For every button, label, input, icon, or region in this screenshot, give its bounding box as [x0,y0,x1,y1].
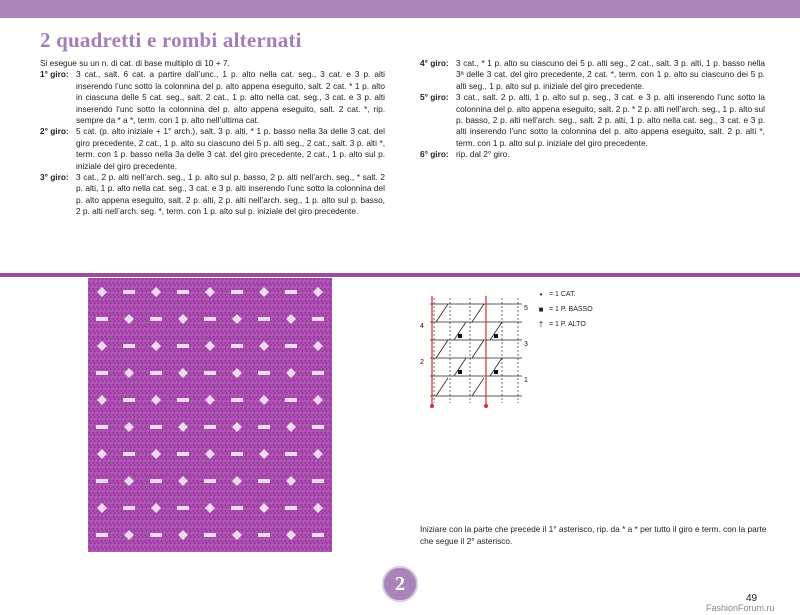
intro-text: Si esegue su un n. di cat. di base multiplo di 10 + 7. [40,58,230,68]
swatch-gap [204,317,216,321]
chart-row-number: 2 [420,359,424,366]
swatch-gap [150,479,162,483]
swatch-gap [204,533,216,537]
chapter-badge: 2 [382,566,418,602]
round-4 [420,58,765,92]
round-label: 2° giro: [40,126,69,137]
legend-label: = 1 P. BASSO [549,306,593,313]
swatch-gap [123,290,135,294]
single-crochet-symbol-icon: ■ [538,305,544,314]
swatch-gap [177,344,189,348]
round-3 [40,172,385,218]
swatch-gap [204,425,216,429]
swatch-gap [96,479,108,483]
yarn-divider [0,273,800,277]
round-label: 1° giro: [40,69,69,80]
chart-row-number: 1 [524,377,528,384]
swatch-pattern [88,278,332,552]
swatch-gap [285,290,297,294]
repeat-note: Iniziare con la parte che precede il 1° asterisco, rip. da * a * per tutto il giro e term. con la parte che segue il 2° asterisco. [420,524,767,546]
legend-label: = 1 CAT. [549,291,576,298]
chart-row-number: 3 [524,341,528,348]
swatch-gap [204,479,216,483]
swatch-gap [96,317,108,321]
swatch-gap [312,425,324,429]
round-label: 5° giro: [420,92,449,103]
chart-row-number: 4 [420,323,424,330]
crochet-chart [420,288,530,414]
crochet-swatch-photo [88,278,332,552]
round-text: 3 cat., salt. 6 cat. a partire dall’unc., 1 p. alto nella cat. seg., 3 cat. e 3 p. alti inserendo l’unc sotto la colonnina del p. alto appena eseguito, salt. 2 cat. * 1 p. alto in ciascuna delle 5 cat. seg., salt. 2 cat., 1 p. alto nella cat. seg., 3 cat. e 3 p. alti inserendo l’unc sotto la colonnina del p. alto appena eseguito, salt. 2 cat. *, rip. sempre da * a *, term. con 1 p. alto nell’ultima cat. [76,69,385,126]
page-title: 2 quadretti e rombi alternati [40,28,302,52]
swatch-gap [150,533,162,537]
swatch-gap [258,479,270,483]
swatch-gap [285,452,297,456]
swatch-gap [285,506,297,510]
swatch-gap [312,317,324,321]
watermark: FashionForum.ru [706,603,775,613]
swatch-gap [123,398,135,402]
legend-item [536,290,593,300]
swatch-gap [258,317,270,321]
round-label: 6° giro: [420,149,449,160]
swatch-gap [123,344,135,348]
legend-item [536,320,593,330]
round-label: 3° giro: [40,172,69,183]
chart-row-number: 5 [524,305,528,312]
round-text: 5 cat. (p. alto iniziale + 1° arch.), salt. 3 p. alti, * 1 p. basso nella 3a delle 3 cat. del giro precedente, 2 cat., 1 p. alto su ciascuno dei 5 p. alti seg., 2 cat., salt. 3 p. alti *, term. con 1 p. basso nella 3a delle 3 cat. del giro precedente, 2 cat., 1 p. alto sul p. iniziale del giro precedente. [76,126,385,171]
swatch-gap [258,533,270,537]
swatch-gap [177,398,189,402]
swatch-gap [150,317,162,321]
instructions-right-column [420,58,765,161]
swatch-gap [150,425,162,429]
round-1 [40,69,385,126]
swatch-gap [312,533,324,537]
round-label: 4° giro: [420,58,449,68]
page-number: 49 [746,593,758,604]
swatch-gap [231,290,243,294]
swatch-gap [285,344,297,348]
swatch-gap [123,452,135,456]
round-6 [420,149,765,160]
round-text: 3 cat., * 1 p. alto su ciascuno dei 5 p. alti seg., 2 cat., salt. 3 p. alti, 1 p. basso nella 3ª delle 3 cat. del giro precedente, 2 cat. *, term. con 1 p. alto su ciascuno dei 5 p. alti seg., 1 p. alto sul p. iniziale del giro precedente. [456,58,765,91]
swatch-gap [96,371,108,375]
chain-symbol-icon: • [539,290,543,299]
swatch-gap [312,479,324,483]
header-bar [0,0,800,18]
swatch-gap [231,506,243,510]
swatch-gap [177,506,189,510]
round-5 [420,92,765,149]
legend-item [536,305,593,315]
swatch-gap [177,290,189,294]
swatch-gap [150,371,162,375]
swatch-gap [123,506,135,510]
round-text: 3 cat., salt. 2 p. alti, 1 p. alto sul p. seg., 3 cat. e 3 p. alti inserendo l’unc sotto la colonnina del p. alto appena eseguito, salt. 2 p. * 2 p. alti nell’arch. seg., 1 p. alto sul p. basso, 2 p. alti nell’arch. seg., salt. 2 p. alti, 1 p. alto nella cat. seg., 3 cat. e 3 p. alti inserendo l’unc sotto la colonnina del p. alto appena eseguito, salt. 2 p. alti *, term. con 1 p. alto sul p. iniziale del giro precedente. [456,92,765,148]
legend-label: = 1 P. ALTO [549,321,586,328]
swatch-gap [96,425,108,429]
swatch-gap [204,371,216,375]
round-2 [40,126,385,172]
swatch-gap [177,452,189,456]
swatch-gap [312,371,324,375]
swatch-gap [231,344,243,348]
swatch-gap [258,425,270,429]
swatch-gap [96,533,108,537]
double-crochet-symbol-icon: † [538,320,544,329]
swatch-gap [231,452,243,456]
swatch-gap [258,371,270,375]
chart-legend [536,290,593,335]
swatch-gap [285,398,297,402]
round-text: rip. dal 2° giro. [456,149,510,160]
round-text: 3 cat., 2 p. alti nell’arch. seg., 1 p. alto sul p. basso, 2 p. alti nell’arch. seg., * salt. 2 p. alti, 1 p. alto nella cat. seg., 3 cat. e 3 p. alti inserendo l’unc sotto la colonnina del p. alto appena eseguito, salt. 2 p. alti, 2 p. alti nell’arch. seg., 1 p. alto sul p. basso, 2 p. alti nell’arch. seg. *, term. con 1 p. alto sul p. iniziale del giro precedente. [76,172,385,217]
swatch-gap [231,398,243,402]
instructions-left-column [40,58,385,218]
